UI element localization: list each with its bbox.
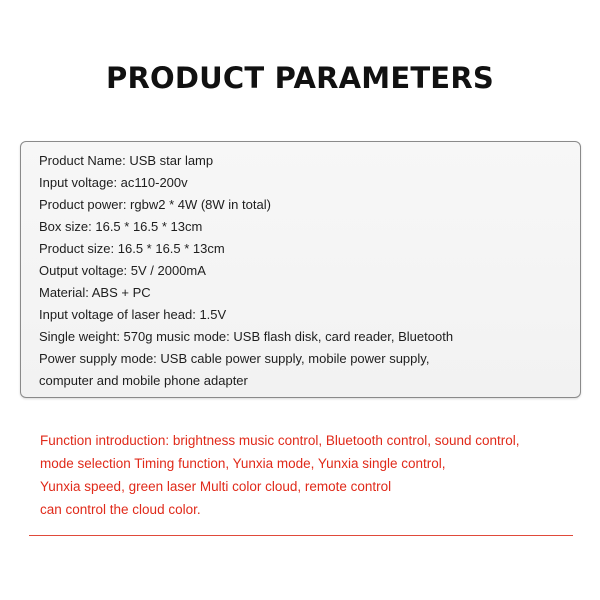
param-product-power: Product power: rgbw2 * 4W (8W in total) xyxy=(39,197,271,212)
param-power-supply-mode-cont: computer and mobile phone adapter xyxy=(39,373,248,388)
function-line: Yunxia speed, green laser Multi color cloud, remote control xyxy=(40,479,392,494)
param-laser-voltage: Input voltage of laser head: 1.5V xyxy=(39,307,227,322)
param-box-size: Box size: 16.5 * 16.5 * 13cm xyxy=(39,219,203,234)
param-power-supply-mode: Power supply mode: USB cable power supply, mobile power supply, xyxy=(39,351,430,366)
divider xyxy=(29,535,573,536)
param-product-size: Product size: 16.5 * 16.5 * 13cm xyxy=(39,241,225,256)
param-single-weight: Single weight: 570g music mode: USB flash disk, card reader, Bluetooth xyxy=(39,329,454,344)
function-introduction xyxy=(40,429,585,521)
function-line: Function introduction: brightness music control, Bluetooth control, sound control, xyxy=(40,433,520,448)
param-output-voltage: Output voltage: 5V / 2000mA xyxy=(39,263,206,278)
page-title: PRODUCT PARAMETERS xyxy=(106,61,494,95)
param-input-voltage: Input voltage: ac110-200v xyxy=(39,175,188,190)
function-line: mode selection Timing function, Yunxia mode, Yunxia single control, xyxy=(40,456,446,471)
parameters-panel xyxy=(20,141,581,398)
param-product-name: Product Name: USB star lamp xyxy=(39,153,214,168)
param-material: Material: ABS + PC xyxy=(39,285,151,300)
function-line: can control the cloud color. xyxy=(40,502,201,517)
